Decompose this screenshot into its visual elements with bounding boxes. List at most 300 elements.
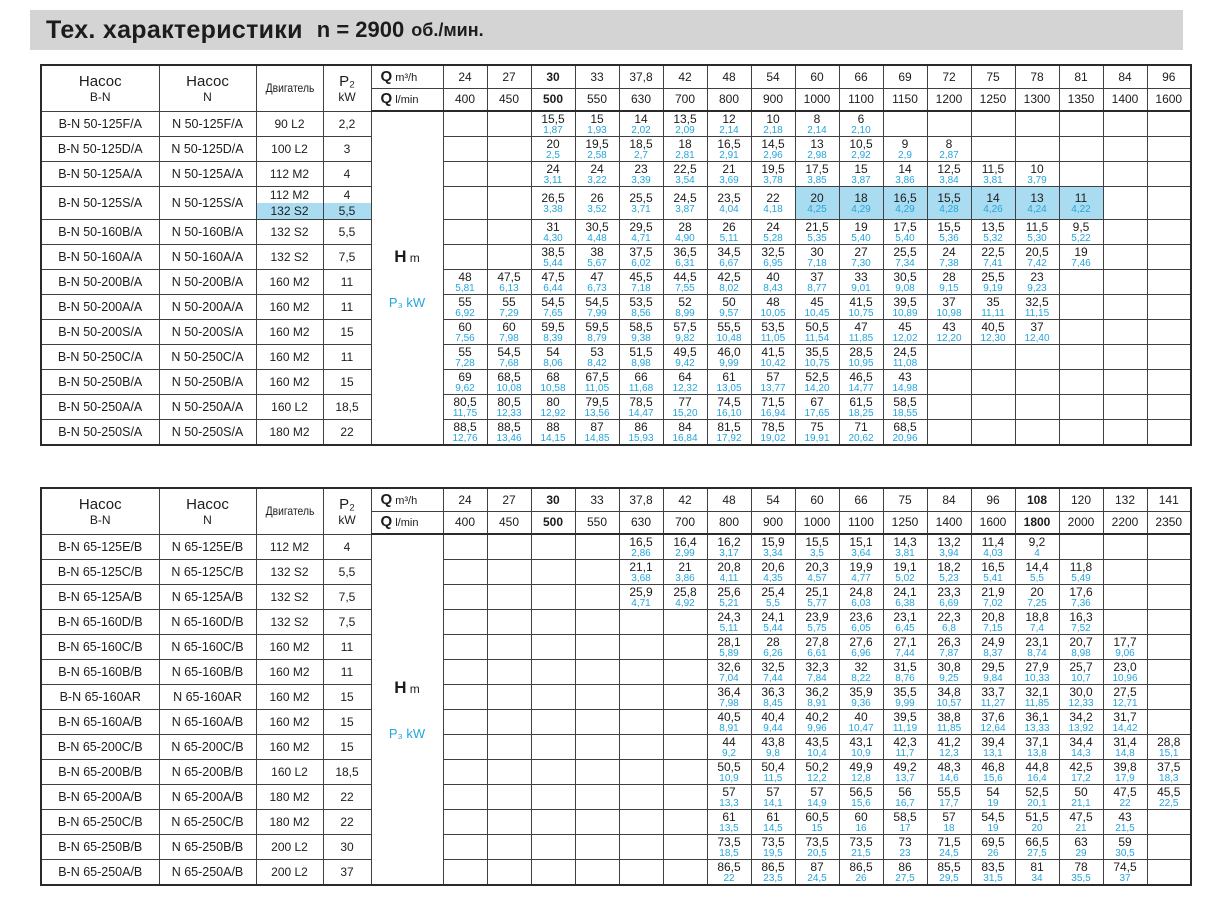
head-value: 58,5 [893,810,917,824]
power-value: 7,28 [455,358,475,369]
motor-cell: 200 L2 [256,860,323,886]
data-cell [839,295,883,320]
data-cell [839,585,883,610]
motor-cell: 132 S2 [256,560,323,585]
head-units-label: H m [394,678,420,697]
power-value: 12,2 [807,773,827,784]
data-cell [487,137,531,162]
head-value: 39,8 [1113,760,1137,774]
data-cell [883,810,927,835]
data-cell [1059,345,1103,370]
data-cell [1147,187,1191,220]
head-value: 40,5 [717,710,741,724]
head-value: 47 [590,270,604,284]
pump-row [41,534,1191,560]
head-value: 84 [678,420,692,434]
head-value: 15,9 [761,535,785,549]
data-cell [619,162,663,187]
head-value: 33,7 [981,685,1005,699]
data-cell [839,320,883,345]
data-cell [839,162,883,187]
data-cell [795,137,839,162]
power-value: 1,93 [587,125,607,136]
power-value: 5,11 [719,233,739,244]
data-cell [927,835,971,860]
data-cell [663,137,707,162]
power-value: 9,01 [851,283,871,294]
pump-bn-cell: B-N 50-200A/A [41,295,159,320]
power-value: 9,99 [719,358,739,369]
motor-column-header: Двигатель [256,488,323,534]
data-cell [971,270,1015,295]
power-value: 5,44 [543,258,563,269]
data-cell [795,610,839,635]
head-value: 45 [898,320,912,334]
head-value: 23,6 [849,610,873,624]
power-value: 3,34 [763,548,783,559]
head-value: 41,5 [761,345,785,359]
data-cell [839,245,883,270]
data-cell [1059,810,1103,835]
head-value: 56 [898,785,912,799]
power-value: 12,33 [1068,698,1094,709]
power-value: 10,4 [807,748,827,759]
motor-cell: 180 M2 [256,810,323,835]
data-cell [1147,137,1191,162]
data-cell [751,735,795,760]
power-value: 13,46 [496,433,522,444]
head-value: 50 [1074,785,1088,799]
pump-bn-cell: B-N 50-160B/A [41,220,159,245]
head-power-units-cell [371,111,443,445]
data-cell [1059,635,1103,660]
data-cell [707,320,751,345]
data-cell [619,111,663,137]
flow-lmin-value: 1200 [927,88,971,111]
power-value: 7,02 [983,598,1003,609]
head-value: 21,1 [629,560,653,574]
power-value: 21 [1075,823,1087,834]
data-cell [443,860,487,886]
power-value: 7,25 [1027,598,1047,609]
power-value: 6,73 [587,283,607,294]
p2-cell: 5,5 [323,220,371,245]
head-value: 79,5 [585,395,609,409]
power-value: 8,02 [719,283,739,294]
data-cell [1103,345,1147,370]
head-value: 47,5 [1069,810,1093,824]
head-value: 15,5 [937,220,961,234]
flow-m3h-value: 66 [839,488,883,511]
data-cell [707,810,751,835]
head-value: 42,5 [1069,760,1093,774]
power-value: 7,34 [895,258,915,269]
pump-bn-cell: B-N 65-160A/B [41,710,159,735]
data-cell [707,735,751,760]
power-value: 14,6 [939,773,959,784]
data-cell [883,295,927,320]
power-value: 17,92 [716,433,742,444]
power-units-label: P₃ kW [388,726,426,741]
flow-m3h-value: 108 [1015,488,1059,511]
head-value: 9 [901,137,909,151]
p2-cell: 15 [323,710,371,735]
power-value: 4,30 [543,233,563,244]
data-cell [531,345,575,370]
power-value: 10,89 [892,308,918,319]
data-cell [1059,245,1103,270]
data-cell [1147,635,1191,660]
data-cell [751,534,795,560]
head-value: 20 [546,137,560,151]
power-value: 7,36 [1071,598,1091,609]
head-value: 11 [1074,191,1088,205]
head-value: 25,8 [673,585,697,599]
power-value: 3,94 [939,548,959,559]
flow-lmin-value: 1250 [971,88,1015,111]
power-value: 6,03 [851,598,871,609]
data-cell [751,660,795,685]
power-value: 5,5 [1030,573,1044,584]
power-value: 18,5 [719,848,739,859]
data-cell [1147,270,1191,295]
pump-n-cell: N 50-200A/A [159,295,256,320]
data-cell [619,685,663,710]
data-cell [1103,370,1147,395]
data-cell [663,760,707,785]
flow-lmin-value: 900 [751,88,795,111]
data-cell [575,685,619,710]
head-value: 47 [854,320,868,334]
data-cell [1015,635,1059,660]
data-cell [1147,162,1191,187]
data-cell [1147,345,1191,370]
power-value: 37 [1119,873,1131,884]
power-value: 6,45 [895,623,915,634]
head-value: 22,3 [937,610,961,624]
head-value: 24 [546,162,560,176]
q-symbol: Q [380,513,393,531]
flow-lmin-value: 700 [663,88,707,111]
motor-cell: 132 S2 [256,245,323,270]
power-value: 4 [1034,548,1040,559]
flow-lmin-value: 550 [575,88,619,111]
head-value: 30,0 [1069,685,1093,699]
pump-bn-cell: B-N 65-160D/B [41,610,159,635]
data-cell [531,610,575,635]
power-value: 6,8 [942,623,956,634]
pump-n-cell: N 50-125A/A [159,162,256,187]
data-cell [795,835,839,860]
head-value: 20 [1030,585,1044,599]
pump-n-column-header: Насос N [159,65,256,111]
data-cell [663,685,707,710]
flow-header-row-m3h [41,488,1191,511]
power-value: 14,77 [848,383,874,394]
head-value: 14,5 [761,137,785,151]
head-value: 15,5 [541,112,565,126]
head-value: 40,2 [805,710,829,724]
power-value: 3,54 [675,175,695,186]
flow-header-row-m3h [41,65,1191,88]
pump-bn-cell: B-N 65-125C/B [41,560,159,585]
data-cell [1015,137,1059,162]
head-value: 37 [1030,320,1044,334]
power-value: 12,30 [980,333,1006,344]
data-cell [971,420,1015,446]
power-value: 11,54 [804,333,830,344]
power-value: 12,71 [1112,698,1138,709]
power-value: 10,9 [851,748,871,759]
head-value: 13,2 [937,535,961,549]
head-value: 40,4 [761,710,785,724]
head-value: 51,5 [1025,810,1049,824]
data-cell [487,270,531,295]
flow-m3h-value: 78 [1015,65,1059,88]
pump-bn-cell: B-N 65-125E/B [41,534,159,560]
power-value: 8,06 [543,358,563,369]
head-value: 80 [546,395,560,409]
data-cell [1059,835,1103,860]
power-value: 5,81 [455,283,475,294]
data-cell [1015,860,1059,886]
data-cell [883,187,927,220]
head-value: 37,1 [1025,735,1049,749]
head-value: 66 [634,370,648,384]
pump-bn-cell: B-N 50-125F/A [41,111,159,137]
power-value: 8,43 [763,283,783,294]
head-value: 26 [590,191,604,205]
head-value: 40 [854,710,868,724]
pump-n-cell: N 50-125D/A [159,137,256,162]
data-cell [1059,685,1103,710]
power-value: 8,22 [851,673,871,684]
power-value: 6,38 [895,598,915,609]
flow-lmin-value: 500 [531,88,575,111]
pump-n-cell: N 65-160C/B [159,635,256,660]
power-value: 5,5 [766,598,780,609]
data-cell [575,635,619,660]
data-cell [707,370,751,395]
head-value: 17,7 [1113,635,1137,649]
pump-row [41,137,1191,162]
power-value: 4,29 [895,204,915,215]
flow-lmin-value: 2200 [1103,511,1147,534]
data-cell [663,860,707,886]
data-cell [575,735,619,760]
power-value: 6,26 [763,648,783,659]
data-cell [487,685,531,710]
data-cell [971,111,1015,137]
flow-m3h-value: 30 [531,488,575,511]
motor-cell: 160 M2 [256,710,323,735]
head-value: 25,7 [1069,660,1093,674]
data-cell [575,585,619,610]
data-cell [619,187,663,220]
p2-cell: 11 [323,345,371,370]
pump-n-cell: N 50-200S/A [159,320,256,345]
power-value: 10,58 [540,383,566,394]
motor-cell: 160 M2 [256,320,323,345]
head-value: 30,8 [937,660,961,674]
data-cell [751,420,795,446]
power-value: 9,42 [675,358,695,369]
power-value: 8,98 [1071,648,1091,659]
data-cell [971,635,1015,660]
head-value: 9,2 [1028,535,1046,549]
power-value: 9,44 [763,723,783,734]
motor-cell: 160 M2 [256,635,323,660]
flow-m3h-value: 132 [1103,488,1147,511]
data-cell [927,785,971,810]
data-cell [751,370,795,395]
pump-row [41,245,1191,270]
head-value: 24,9 [981,635,1005,649]
data-cell [443,685,487,710]
pump-n-cell: N 65-160D/B [159,610,256,635]
head-value: 53,5 [629,295,653,309]
flow-m3h-label: Q m³/h [371,488,443,511]
data-cell [1015,534,1059,560]
data-cell [663,345,707,370]
data-cell [751,710,795,735]
data-cell [575,420,619,446]
head-value: 34,5 [717,245,741,259]
data-cell [531,187,575,220]
data-cell [575,835,619,860]
pump-n-cell: N 65-125E/B [159,534,256,560]
pump-row [41,785,1191,810]
data-cell [971,585,1015,610]
data-cell [839,560,883,585]
flow-lmin-value: 1100 [839,511,883,534]
power-value: 3,22 [587,175,607,186]
data-cell [1015,760,1059,785]
head-value: 57 [722,785,736,799]
pump-bn-cell: B-N 65-125A/B [41,585,159,610]
flow-lmin-value: 450 [487,511,531,534]
power-value: 1,87 [543,125,563,136]
power-value: 12,8 [851,773,871,784]
data-cell [795,320,839,345]
power-value: 18,55 [892,408,918,419]
data-cell [1147,560,1191,585]
data-cell [663,810,707,835]
head-value: 26,3 [937,635,961,649]
power-value: 4,71 [631,233,651,244]
power-value: 7,04 [719,673,739,684]
data-cell [1103,735,1147,760]
data-cell [1059,710,1103,735]
head-value: 69,5 [981,835,1005,849]
pump-row [41,187,1191,220]
data-cell [1103,710,1147,735]
power-value: 11,85 [936,723,962,734]
power-value: 14,20 [804,383,830,394]
data-cell [927,395,971,420]
data-cell [1059,660,1103,685]
flow-m3h-value: 60 [795,488,839,511]
data-cell [663,534,707,560]
p2-cell: 30 [323,835,371,860]
head-value: 60 [502,320,516,334]
motor-column-header: Двигатель [256,65,323,111]
data-cell [883,835,927,860]
power-value: 11,85 [848,333,874,344]
head-value: 44,5 [673,270,697,284]
power-value: 15,20 [672,408,698,419]
data-cell [1059,610,1103,635]
power-value: 4,04 [719,204,739,215]
data-cell [971,660,1015,685]
data-cell [575,137,619,162]
flow-lmin-value: 400 [443,88,487,111]
pump-row [41,760,1191,785]
head-value: 34,8 [937,685,961,699]
head-value: 39,4 [981,735,1005,749]
pump-table-bn65 [40,487,1192,886]
p2-cell: 3 [323,137,371,162]
power-value: 7,46 [1071,258,1091,269]
pump-bn-cell: B-N 50-200B/A [41,270,159,295]
data-cell [707,585,751,610]
power-value: 8,79 [587,333,607,344]
head-value: 36,5 [673,245,697,259]
data-cell [663,835,707,860]
data-cell [487,187,531,220]
data-cell [531,534,575,560]
power-value: 5,11 [719,623,739,634]
flow-lmin-value: 550 [575,511,619,534]
flow-lmin-value: 800 [707,88,751,111]
power-value: 13,56 [584,408,610,419]
head-value: 52,5 [805,370,829,384]
head-value: 20,5 [1025,245,1049,259]
data-cell [751,220,795,245]
head-value: 16,4 [673,535,697,549]
flow-lmin-value: 500 [531,511,575,534]
q-symbol: Q [380,67,393,85]
head-value: 19 [854,220,868,234]
head-value: 67 [810,395,824,409]
p2-cell: 7,5 [323,585,371,610]
data-cell [531,162,575,187]
power-value: 5,35 [807,233,827,244]
head-value: 71,5 [761,395,785,409]
data-cell [443,395,487,420]
power-value: 11,15 [1024,308,1050,319]
data-cell [663,420,707,446]
power-value: 4,92 [675,598,695,609]
power-value: 5,67 [587,258,607,269]
data-cell [443,585,487,610]
power-value: 9,25 [939,673,959,684]
flow-m3h-label: Q m³/h [371,65,443,88]
data-cell [971,162,1015,187]
head-value: 51,5 [629,345,653,359]
flow-m3h-value: 42 [663,488,707,511]
power-value: 2,5 [546,150,560,161]
data-cell [1103,187,1147,220]
data-cell [443,187,487,220]
power-value: 20,5 [807,848,827,859]
head-value: 61 [722,810,736,824]
power-value: 2,09 [675,125,695,136]
power-value: 7,44 [895,648,915,659]
data-cell [883,111,927,137]
head-power-units-cell [371,534,443,885]
data-cell [795,810,839,835]
